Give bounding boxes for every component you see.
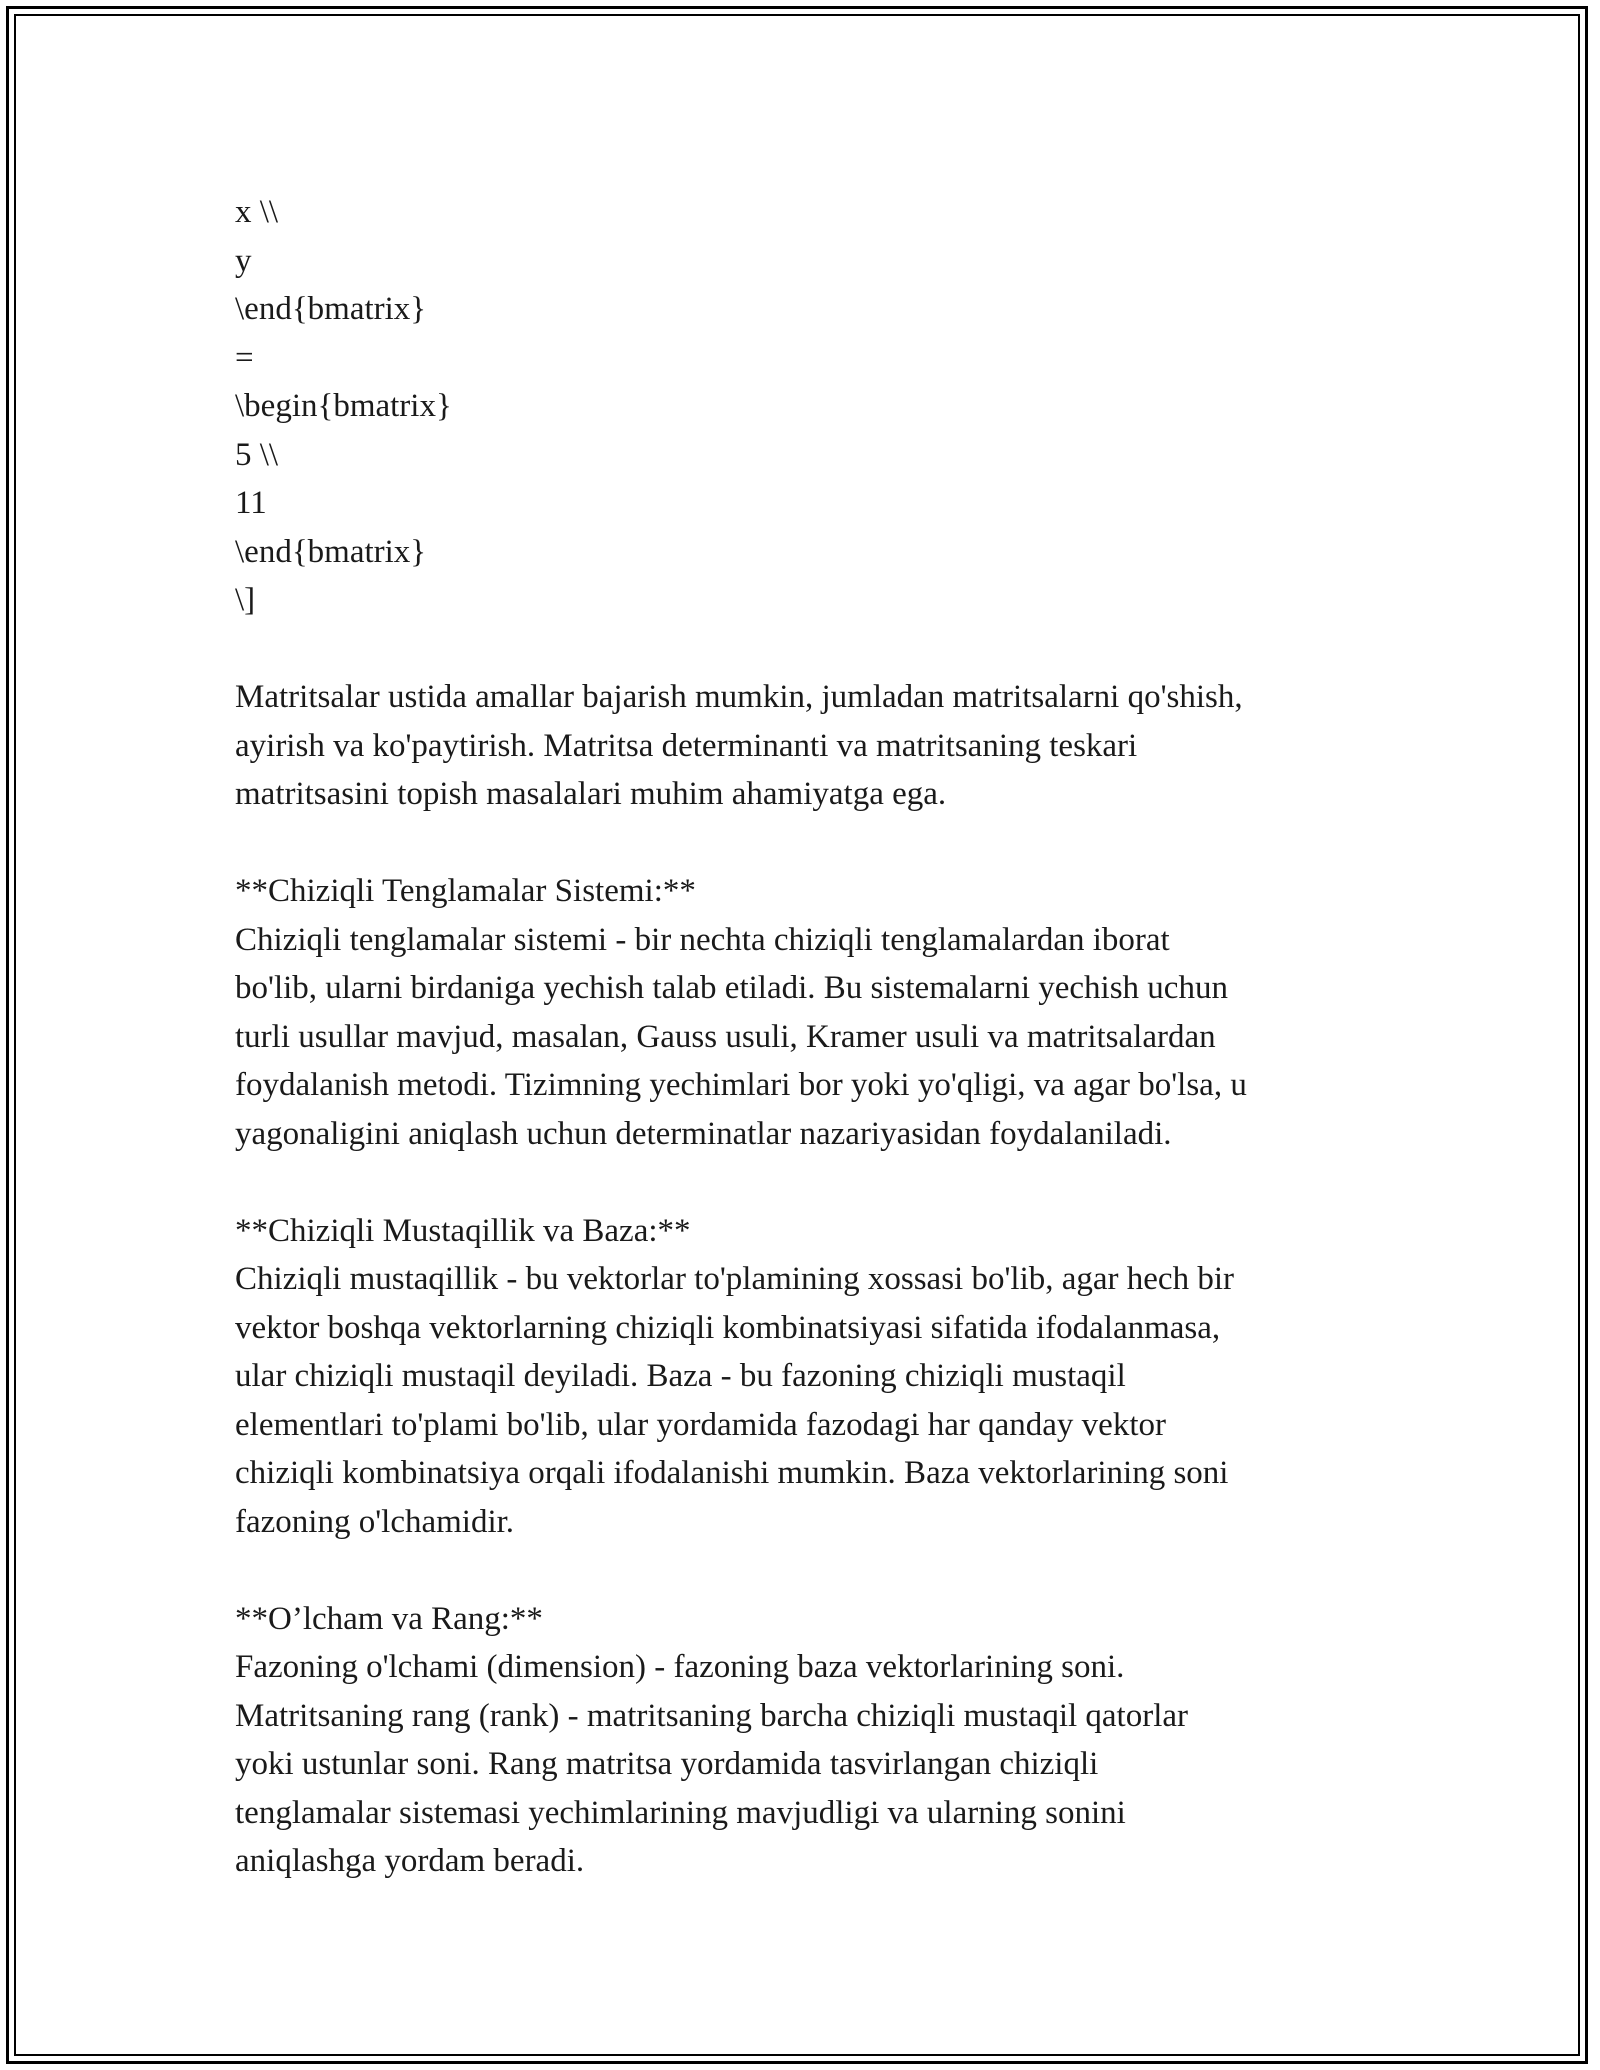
paragraph-gap xyxy=(235,625,1415,674)
section-heading: **O’lcham va Rang:** xyxy=(235,1600,543,1637)
latex-line: = xyxy=(235,339,254,376)
latex-line: \end{bmatrix} xyxy=(235,533,427,570)
latex-line: \] xyxy=(235,582,256,618)
section-dimension-rank xyxy=(235,1595,1415,1886)
latex-block xyxy=(235,188,1415,625)
latex-line: x \\ xyxy=(235,194,279,230)
paragraph-gap xyxy=(235,1158,1415,1207)
latex-line: \begin{bmatrix} xyxy=(235,388,452,424)
document-page xyxy=(235,188,1415,1886)
section-heading: **Chiziqli Tenglamalar Sistemi:** xyxy=(235,873,696,909)
section-heading: **Chiziqli Mustaqillik va Baza:** xyxy=(235,1212,691,1249)
section-independence-basis xyxy=(235,1207,1415,1547)
latex-line: y xyxy=(235,242,252,279)
paragraph-gap xyxy=(235,819,1415,868)
latex-line: \end{bmatrix} xyxy=(235,291,427,327)
latex-line: 11 xyxy=(235,485,267,521)
section-body: Fazoning o'lchami (dimension) - fazoning baza vektorlarining soni. Matritsaning rang (rank) - matritsaning barcha chiziqli mustaqil qatorlar yoki ustunlar soni. Rang matritsa yordamida tasvirlangan chiziqli tenglamalar sistemasi yechimlarining mavjudligi va ularning sonini aniqlashga yordam beradi. xyxy=(235,1649,1189,1879)
section-body: Chiziqli tenglamalar sistemi - bir nechta chiziqli tenglamalardan iborat bo'lib, ularni birdaniga yechish talab etiladi. Bu sistemalarni yechish uchun turli usullar mavjud, masalan, Gauss usuli, Kramer usuli va matritsalardan foydalanish metodi. Tizimning yechimlari bor yoki yo'qligi, va agar bo'lsa, u yagonaligini aniqlash uchun determinatlar nazariyasidan foydalaniladi. xyxy=(235,921,1247,1152)
paragraph-gap xyxy=(235,1546,1415,1595)
section-body: Chiziqli mustaqillik - bu vektorlar to'plamining xossasi bo'lib, agar hech bir vektor boshqa vektorlarning chiziqli kombinatsiyasi sifatida ifodalanmasa, ular chiziqli mustaqil deyiladi. Baza - bu fazoning chiziqli mustaqil elementlari to'plami bo'lib, ular yordamida fazodagi har qanday vektor chiziqli kombinatsiya orqali ifodalanishi mumkin. Baza vektorlarining soni fazoning o'lchamidir. xyxy=(235,1261,1234,1540)
section-linear-systems xyxy=(235,867,1415,1158)
paragraph-matrix-operations: Matritsalar ustida amallar bajarish mumkin, jumladan matritsalarni qo'shish, ayirish va ko'paytirish. Matritsa determinanti va matritsaning teskari matritsasini topish masalalari muhim ahamiyatga ega. xyxy=(235,679,1243,812)
latex-line: 5 \\ xyxy=(235,436,279,473)
